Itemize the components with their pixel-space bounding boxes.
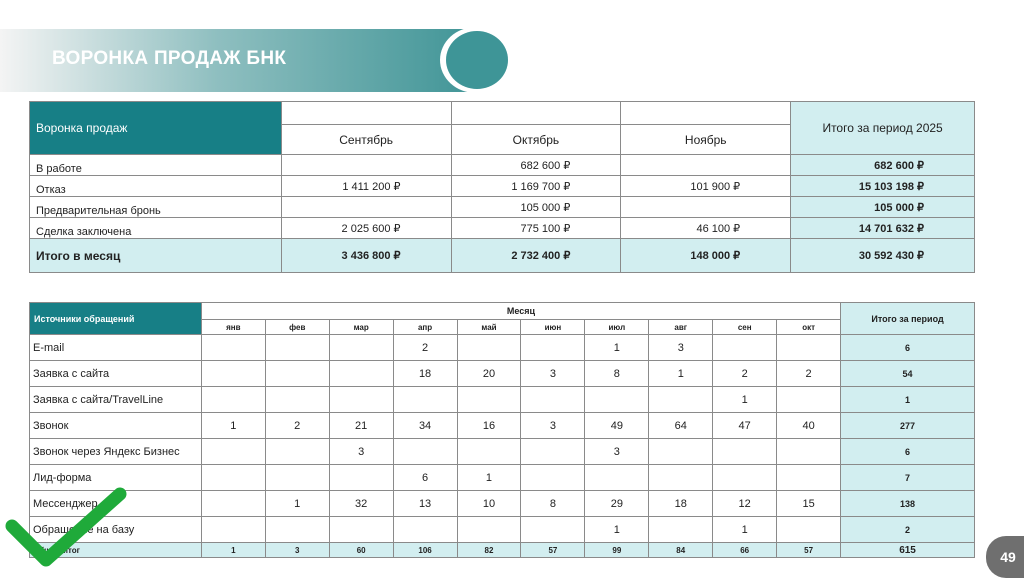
value-cell	[649, 465, 713, 491]
value-cell	[457, 517, 521, 543]
value-cell: 8	[585, 361, 649, 387]
sum-value-cell: 99	[585, 543, 649, 558]
funnel-corner-label: Воронка продаж	[30, 102, 282, 155]
row-label: Отказ	[30, 176, 282, 197]
row-total: 277	[841, 413, 975, 439]
value-cell: 1	[265, 491, 329, 517]
value-cell	[201, 335, 265, 361]
month-subheader: июн	[521, 320, 585, 335]
sum-row-label: Итого в месяц	[30, 239, 282, 273]
table-row	[30, 413, 975, 439]
month-subheader: фев	[265, 320, 329, 335]
value-cell	[777, 387, 841, 413]
row-total: 14 701 632 ₽	[791, 218, 975, 239]
row-label: Звонок через Яндекс Бизнес	[30, 439, 202, 465]
table-row	[30, 218, 975, 239]
value-cell	[201, 387, 265, 413]
sales-funnel-table	[29, 101, 975, 273]
month-header: Сентябрь	[281, 125, 451, 155]
row-total: 6	[841, 335, 975, 361]
value-cell: 775 100 ₽	[451, 218, 621, 239]
value-cell	[521, 465, 585, 491]
row-total: 15 103 198 ₽	[791, 176, 975, 197]
sum-value-cell: 1	[201, 543, 265, 558]
value-cell: 682 600 ₽	[451, 155, 621, 176]
month-group-header: Месяц	[201, 303, 840, 320]
row-label: В работе	[30, 155, 282, 176]
row-total: 138	[841, 491, 975, 517]
month-subheader: мар	[329, 320, 393, 335]
month-subheader: май	[457, 320, 521, 335]
sum-value-cell: 148 000 ₽	[621, 239, 791, 273]
row-label: Сделка заключена	[30, 218, 282, 239]
value-cell: 2	[713, 361, 777, 387]
value-cell: 1	[713, 517, 777, 543]
row-total: 54	[841, 361, 975, 387]
value-cell: 47	[713, 413, 777, 439]
month-subheader: окт	[777, 320, 841, 335]
sources-body	[30, 335, 975, 543]
value-cell: 16	[457, 413, 521, 439]
value-cell: 3	[521, 413, 585, 439]
value-cell	[457, 387, 521, 413]
sum-value-cell: 3	[265, 543, 329, 558]
value-cell: 18	[649, 491, 713, 517]
value-cell	[265, 439, 329, 465]
value-cell	[585, 465, 649, 491]
value-cell	[265, 517, 329, 543]
value-cell: 1	[201, 413, 265, 439]
value-cell	[777, 465, 841, 491]
value-cell	[201, 491, 265, 517]
value-cell	[649, 439, 713, 465]
table-row	[30, 335, 975, 361]
empty-header-cell	[451, 102, 621, 125]
value-cell	[201, 361, 265, 387]
row-label: Заявка с сайта	[30, 361, 202, 387]
row-total: 2	[841, 517, 975, 543]
sum-value-cell: 57	[521, 543, 585, 558]
value-cell: 101 900 ₽	[621, 176, 791, 197]
value-cell	[201, 465, 265, 491]
value-cell	[621, 155, 791, 176]
value-cell: 2 025 600 ₽	[281, 218, 451, 239]
value-cell: 3	[585, 439, 649, 465]
value-cell	[393, 517, 457, 543]
sum-value-cell: 57	[777, 543, 841, 558]
value-cell	[329, 335, 393, 361]
row-total: 7	[841, 465, 975, 491]
value-cell: 34	[393, 413, 457, 439]
value-cell	[585, 387, 649, 413]
value-cell: 18	[393, 361, 457, 387]
row-total: 105 000 ₽	[791, 197, 975, 218]
value-cell	[329, 387, 393, 413]
value-cell: 2	[777, 361, 841, 387]
grand-total-cell: 30 592 430 ₽	[791, 239, 975, 273]
value-cell	[521, 517, 585, 543]
value-cell: 29	[585, 491, 649, 517]
month-subheader: сен	[713, 320, 777, 335]
table-row	[30, 176, 975, 197]
value-cell	[265, 387, 329, 413]
value-cell	[649, 387, 713, 413]
row-label: Обращение на базу	[30, 517, 202, 543]
value-cell: 20	[457, 361, 521, 387]
table-row	[30, 361, 975, 387]
table-row	[30, 155, 975, 176]
value-cell	[329, 517, 393, 543]
value-cell: 15	[777, 491, 841, 517]
value-cell: 8	[521, 491, 585, 517]
sum-row	[30, 239, 975, 273]
value-cell	[457, 439, 521, 465]
table-row	[30, 517, 975, 543]
value-cell: 1	[585, 517, 649, 543]
sources-total-header: Итого за период	[841, 303, 975, 335]
table-row	[30, 465, 975, 491]
value-cell	[713, 465, 777, 491]
month-subheader: апр	[393, 320, 457, 335]
month-header: Октябрь	[451, 125, 621, 155]
row-label: Звонок	[30, 413, 202, 439]
value-cell	[393, 439, 457, 465]
row-label: E-mail	[30, 335, 202, 361]
row-total: 1	[841, 387, 975, 413]
value-cell: 13	[393, 491, 457, 517]
value-cell	[777, 335, 841, 361]
row-label: Предварительная бронь	[30, 197, 282, 218]
value-cell: 12	[713, 491, 777, 517]
month-subheader: июл	[585, 320, 649, 335]
value-cell	[329, 465, 393, 491]
value-cell	[777, 439, 841, 465]
value-cell: 46 100 ₽	[621, 218, 791, 239]
value-cell: 2	[393, 335, 457, 361]
funnel-total-header: Итого за период 2025	[791, 102, 975, 155]
value-cell	[265, 361, 329, 387]
value-cell: 3	[521, 361, 585, 387]
value-cell	[521, 439, 585, 465]
lead-sources-table	[29, 302, 975, 558]
value-cell: 1	[649, 361, 713, 387]
page-number-badge: 49	[986, 536, 1024, 578]
value-cell	[201, 517, 265, 543]
table-row	[30, 439, 975, 465]
value-cell: 49	[585, 413, 649, 439]
value-cell	[649, 517, 713, 543]
header-circle-inner	[446, 31, 508, 89]
month-subheader: авг	[649, 320, 713, 335]
empty-header-cell	[621, 102, 791, 125]
sum-value-cell: 82	[457, 543, 521, 558]
month-subheader: янв	[201, 320, 265, 335]
value-cell: 1	[457, 465, 521, 491]
value-cell: 105 000 ₽	[451, 197, 621, 218]
value-cell: 6	[393, 465, 457, 491]
value-cell	[457, 335, 521, 361]
row-label: Мессенджер	[30, 491, 202, 517]
value-cell: 2	[265, 413, 329, 439]
value-cell	[265, 465, 329, 491]
value-cell	[201, 439, 265, 465]
sum-value-cell: 106	[393, 543, 457, 558]
value-cell	[621, 197, 791, 218]
value-cell	[281, 197, 451, 218]
value-cell	[281, 155, 451, 176]
value-cell	[713, 335, 777, 361]
value-cell	[777, 517, 841, 543]
value-cell	[265, 335, 329, 361]
value-cell: 1	[585, 335, 649, 361]
month-header: Ноябрь	[621, 125, 791, 155]
value-cell	[713, 439, 777, 465]
value-cell: 64	[649, 413, 713, 439]
sources-corner-label: Источники обращений	[30, 303, 202, 335]
grand-total-cell: 615	[841, 543, 975, 558]
value-cell: 1 169 700 ₽	[451, 176, 621, 197]
value-cell	[521, 335, 585, 361]
empty-header-cell	[281, 102, 451, 125]
value-cell: 10	[457, 491, 521, 517]
value-cell: 32	[329, 491, 393, 517]
sum-row	[30, 543, 975, 558]
value-cell	[329, 361, 393, 387]
row-total: 6	[841, 439, 975, 465]
value-cell	[521, 387, 585, 413]
row-label: Заявка с сайта/TravelLine	[30, 387, 202, 413]
value-cell	[393, 387, 457, 413]
table-row	[30, 387, 975, 413]
sum-row-label: Общий итог	[30, 543, 202, 558]
value-cell: 3	[649, 335, 713, 361]
sum-value-cell: 2 732 400 ₽	[451, 239, 621, 273]
sum-value-cell: 66	[713, 543, 777, 558]
value-cell: 1	[713, 387, 777, 413]
row-total: 682 600 ₽	[791, 155, 975, 176]
table-row	[30, 197, 975, 218]
value-cell: 21	[329, 413, 393, 439]
sum-value-cell: 3 436 800 ₽	[281, 239, 451, 273]
value-cell: 1 411 200 ₽	[281, 176, 451, 197]
sum-value-cell: 60	[329, 543, 393, 558]
value-cell: 3	[329, 439, 393, 465]
table-row	[30, 491, 975, 517]
row-label: Лид-форма	[30, 465, 202, 491]
value-cell: 40	[777, 413, 841, 439]
page-title: ВОРОНКА ПРОДАЖ БНК	[52, 48, 287, 69]
sum-value-cell: 84	[649, 543, 713, 558]
